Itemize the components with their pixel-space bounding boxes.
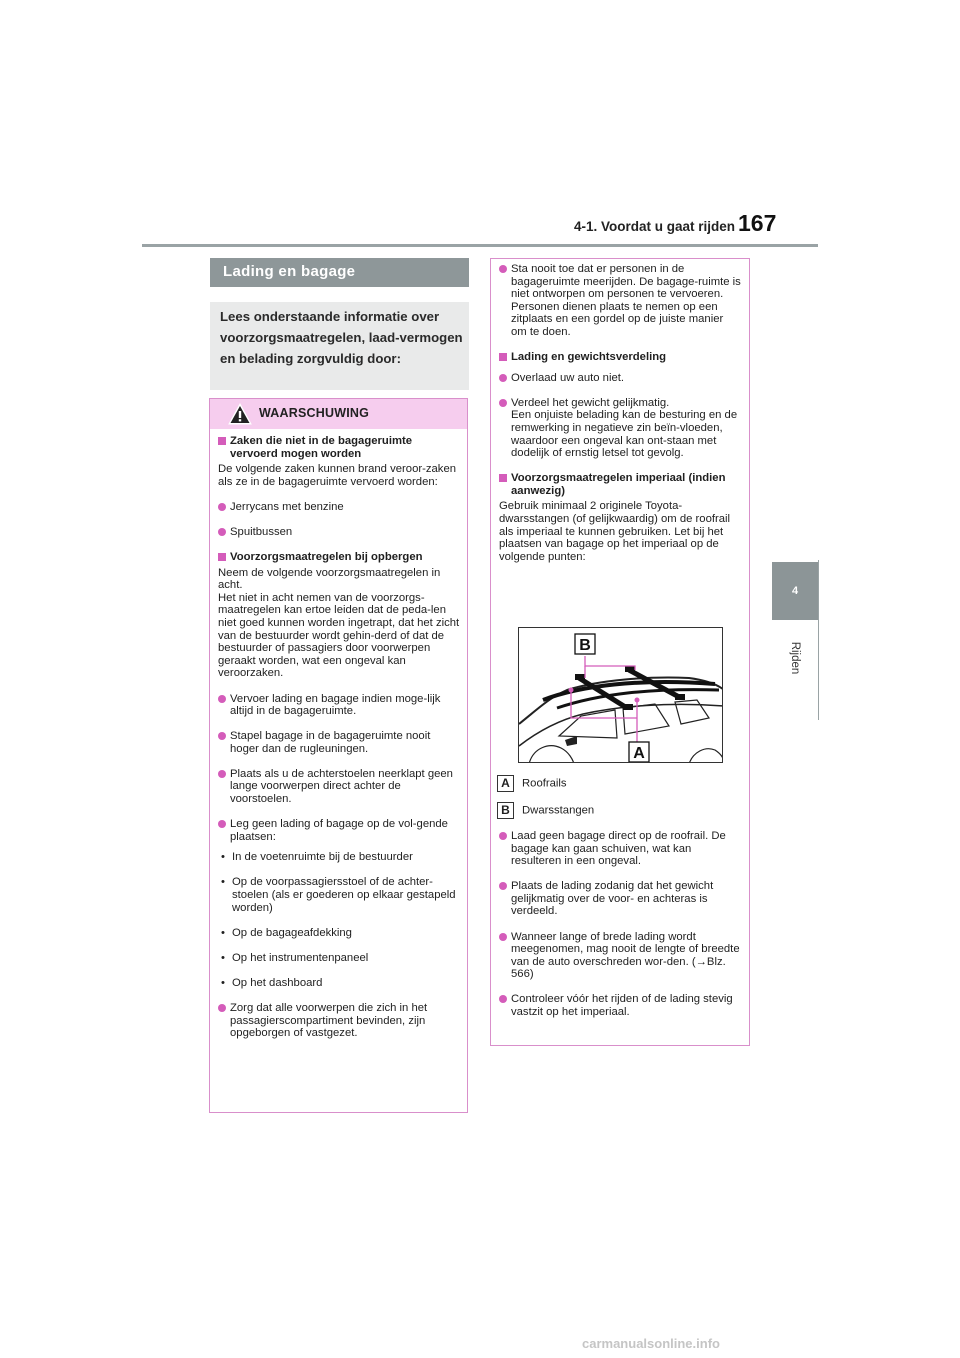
round-bullet-icon bbox=[218, 528, 226, 536]
section-title: Lading en bagage bbox=[223, 263, 356, 280]
chapter-tab bbox=[772, 562, 818, 620]
intro-text: Lees onderstaande informatie over voorzorgsmaatregelen, laad-vermogen en belading zorgvuldig door: bbox=[220, 309, 463, 366]
sub-list-item-text: Op het instrumentenpaneel bbox=[232, 951, 369, 964]
section-title-bar bbox=[210, 258, 469, 287]
list-item bbox=[218, 818, 460, 843]
heading-text: Voorzorgsmaatregelen imperiaal (indien aanwezig) bbox=[511, 472, 726, 497]
car-roof-diagram bbox=[519, 628, 723, 763]
round-bullet-icon bbox=[218, 820, 226, 828]
warning-content-continued bbox=[499, 263, 741, 576]
sub-list-item bbox=[218, 851, 460, 864]
list-item bbox=[218, 501, 460, 514]
sub-list-item-text: Op het dashboard bbox=[232, 976, 323, 989]
list-item bbox=[499, 372, 741, 385]
sub-list-item bbox=[218, 927, 460, 940]
intro-box bbox=[210, 302, 469, 390]
legend-item-a bbox=[497, 775, 567, 792]
square-bullet-icon bbox=[499, 353, 507, 361]
list-item bbox=[218, 730, 460, 755]
warning-heading-load-distribution bbox=[499, 351, 741, 364]
round-bullet-icon bbox=[218, 695, 226, 703]
chapter-title: 4-1. Voordat u gaat rijden bbox=[574, 219, 736, 234]
list-item-text: Overlaad uw auto niet. bbox=[511, 371, 625, 384]
list-item bbox=[499, 880, 741, 918]
list-item-text: Controleer vóór het rijden of de lading stevig vastzit op het imperiaal. bbox=[511, 993, 733, 1019]
figure-label-b: B bbox=[579, 637, 591, 654]
legend-letter-b: B bbox=[497, 802, 514, 819]
square-bullet-icon bbox=[218, 437, 226, 445]
list-item bbox=[218, 526, 460, 539]
sub-list-item bbox=[218, 876, 460, 914]
chapter-tab-label: Rijden bbox=[789, 641, 801, 675]
round-bullet-icon bbox=[499, 374, 507, 382]
sub-list-item-text: Op de voorpassagiersstoel of de achter-stoelen (als er goederen op elkaar gestapeld worden) bbox=[232, 876, 456, 914]
small-bullet-icon: • bbox=[221, 951, 225, 964]
round-bullet-icon bbox=[499, 995, 507, 1003]
list-item-text: Plaats de lading zodanig dat het gewicht gelijkmatig over de voor- en achteras is verdeeld. bbox=[511, 880, 714, 918]
watermark: carmanualsonline.info bbox=[582, 1336, 720, 1351]
round-bullet-icon bbox=[218, 503, 226, 511]
list-item-text: Verdeel het gewicht gelijkmatig. bbox=[511, 396, 670, 409]
warning-header bbox=[210, 399, 467, 429]
square-bullet-icon bbox=[218, 553, 226, 561]
list-item-text: Spuitbussen bbox=[230, 525, 293, 538]
header-rule bbox=[142, 244, 818, 247]
list-item-text: Sta nooit toe dat er personen in de bagageruimte meerijden. De bagage-ruimte is niet ontworpen om personen te vervoeren. Personen dienen plaats te nemen op een zitplaats en een gordel op de juiste manier om te doen. bbox=[511, 263, 741, 338]
list-item bbox=[499, 263, 741, 339]
round-bullet-icon bbox=[218, 1004, 226, 1012]
round-bullet-icon bbox=[499, 882, 507, 890]
warning-heading-storage-precautions bbox=[218, 551, 460, 564]
warning-content bbox=[218, 435, 460, 1052]
warning-content-roof-rack bbox=[499, 830, 741, 1031]
list-item-text: Zorg dat alle voorwerpen die zich in het passagierscompartiment bevinden, zijn opgeborgen of vastgezet. bbox=[230, 1002, 428, 1040]
roof-rack-illustration bbox=[518, 627, 723, 763]
small-bullet-icon: • bbox=[221, 876, 225, 889]
warning-title: WAARSCHUWING bbox=[259, 406, 370, 420]
list-item bbox=[499, 397, 741, 410]
warning-box bbox=[209, 398, 468, 1113]
legend-label-crossbars: Dwarsstangen bbox=[522, 804, 595, 817]
heading-text: Voorzorgsmaatregelen bij opbergen bbox=[230, 551, 423, 564]
list-item-text: Jerrycans met benzine bbox=[230, 500, 344, 513]
warning-heading-roof-rack bbox=[499, 472, 741, 497]
list-item-text: Plaats als u de achterstoelen neerklapt geen lange voorwerpen direct achter de voorstoelen. bbox=[230, 767, 453, 806]
warning-heading-storage-items bbox=[218, 435, 460, 460]
list-item-text: Vervoer lading en bagage indien moge-lijk altijd in de bagageruimte. bbox=[230, 692, 441, 718]
warning-paragraph: Het niet in acht nemen van de voorzorgs-maatregelen kan ertoe leiden dat de peda-len niet goed kunnen worden ingetrapt, dat het zicht van de bestuurder wordt gehin-derd of dat de bestuurder of passagiers door voorwerpen geraakt worden, wat een ongeval kan veroorzaken. bbox=[218, 591, 460, 680]
round-bullet-icon bbox=[499, 933, 507, 941]
round-bullet-icon bbox=[218, 732, 226, 740]
legend-letter-a: A bbox=[497, 775, 514, 792]
warning-paragraph: Gebruik minimaal 2 originele Toyota-dwarsstangen (of gelijkwaardig) om de roofrail als imperiaal te kunnen gebruiken. Let bij het plaatsen van bagage op het imperiaal op de volgende punten: bbox=[499, 500, 731, 563]
list-item-text: Wanneer lange of brede lading wordt meegenomen, mag nooit de lengte of breedte van de auto overschreden wor-den. (→Blz. 566) bbox=[511, 930, 740, 981]
sub-list-item-text: Op de bagageafdekking bbox=[232, 926, 352, 939]
list-item-continuation: Een onjuiste belading kan de besturing en de remwerking in negatieve zin beïn-vloeden, waardoor een ongeval kan ont-staan met dodelijk of ernstig letsel tot gevolg. bbox=[511, 409, 738, 460]
list-item bbox=[218, 768, 460, 806]
heading-text: Lading en gewichtsverdeling bbox=[511, 351, 667, 364]
round-bullet-icon bbox=[499, 265, 507, 273]
list-item bbox=[218, 1002, 460, 1040]
warning-paragraph: Neem de volgende voorzorgsmaatregelen in acht. bbox=[218, 566, 441, 592]
list-item-text: Leg geen lading of bagage op de vol-gende plaatsen: bbox=[230, 818, 448, 843]
square-bullet-icon bbox=[499, 474, 507, 482]
sub-list-item bbox=[218, 952, 460, 965]
list-item-text: Laad geen bagage direct op de roofrail. De bagage kan gaan schuiven, wat kan resulteren in een ongeval. bbox=[511, 830, 726, 868]
sub-list-item bbox=[218, 977, 460, 990]
small-bullet-icon: • bbox=[221, 976, 225, 989]
list-item bbox=[499, 830, 741, 868]
small-bullet-icon: • bbox=[221, 926, 225, 939]
list-item-text: Stapel bagage in de bagageruimte nooit hoger dan de rugleuningen. bbox=[230, 730, 431, 755]
list-item bbox=[499, 993, 741, 1018]
warning-box-continued bbox=[490, 258, 750, 1046]
figure-label-a: A bbox=[633, 745, 645, 762]
sub-list-item-text: In de voetenruimte bij de bestuurder bbox=[232, 851, 413, 864]
warning-triangle-icon bbox=[228, 403, 252, 425]
small-bullet-icon: • bbox=[221, 851, 225, 864]
page-number: 167 bbox=[738, 210, 777, 236]
round-bullet-icon bbox=[499, 832, 507, 840]
side-rule bbox=[818, 560, 819, 720]
round-bullet-icon bbox=[499, 399, 507, 407]
legend-label-roofrails: Roofrails bbox=[522, 777, 567, 790]
warning-paragraph: De volgende zaken kunnen brand veroor-zaken als ze in de bagageruimte vervoerd worden: bbox=[218, 463, 457, 488]
round-bullet-icon bbox=[218, 770, 226, 778]
list-item bbox=[499, 931, 741, 981]
legend-item-b bbox=[497, 802, 594, 819]
chapter-tab-number: 4 bbox=[791, 585, 799, 597]
heading-text: Zaken die niet in de bagageruimte vervoerd mogen worden bbox=[230, 435, 413, 460]
list-item bbox=[218, 693, 460, 718]
